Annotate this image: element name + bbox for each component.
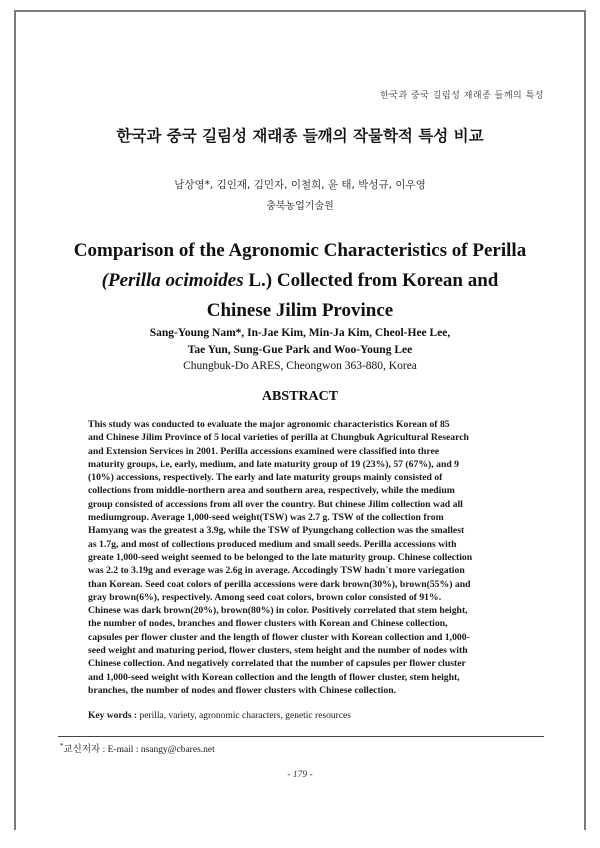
abstract-line: and 1,000-seed weight with Korean collection and the length of flower cluster, stem height, [88,671,460,683]
abstract-line: than Korean. Seed coat colors of perilla accessions were dark brown(30%), brown(55%) and [88,578,471,590]
abstract-line: Chinese collection. And negatively correlated that the number of capsules per flower cluster [88,658,466,670]
footnote [60,741,215,755]
abstract-line: collections from middle-northern area and southern area, respectively, while the medium [88,485,455,497]
english-authors-line-2: Tae Yun, Sung-Gue Park and Woo-Young Lee [187,344,413,356]
abstract-line: Chinese was dark brown(20%), brown(80%) in color. Positively correlated that stem height, [88,605,468,617]
abstract-line: seed weight and maturing period, flower clusters, stem height and the number of nodes with [88,645,468,657]
english-authors [0,325,600,359]
footnote-text: 교신저자 : E-mail : nsangy@cbares.net [63,745,215,755]
abstract-line: gray brown(6%), respectively. Among seed coat colors, brown color consisted of 91%. [88,591,442,603]
abstract-line: was 2.2 to 3.19g and everage was 2.6g in average. Accodingly TSW hadn`t more variegation [88,565,465,577]
korean-title: 한국과 중국 길림성 재래종 들깨의 작물학적 특성 비교 [116,127,484,145]
english-title [0,236,600,326]
running-head: 한국과 중국 길림성 재래종 들깨의 특성 [380,91,544,101]
korean-affiliation: 충북농업기술원 [266,201,334,212]
keywords-label: Key words : [88,711,138,721]
abstract-line: and Chinese Jilim Province of 5 local varieties of perilla at Chungbuk Agricultural Research [88,432,469,444]
page-number: - 179 - [287,770,313,780]
korean-authors: 남상영*, 김인재, 김민자, 이철희, 윤 태, 박성규, 이우영 [174,179,426,191]
english-title-line-1: Comparison of the Agronomic Characteristics of Perilla [73,240,527,261]
abstract-line: as 1.7g, and most of collections produced medium and small seeds. Perilla accessions with [88,538,457,550]
footnote-rule [58,736,544,737]
abstract-line: (10%) accessions, respectively. The early and late maturity groups mainly consisted of [88,472,443,484]
keywords-text: perilla, variety, agronomic characters, genetic resources [137,711,351,721]
abstract-line: the number of nodes, branches and flower clusters with Korean and Chinese collection, [88,618,448,630]
english-title-line-3: Chinese Jilim Province [206,300,394,321]
footnote-marker: * [60,741,64,750]
abstract-line: maturity groups, i.e, early, medium, and late maturity group of 19 (23%), 57 (67%), and 9 [88,458,459,470]
abstract-heading: ABSTRACT [261,389,339,404]
abstract-line: and Extension Services in 2001. Perilla accessions examined were classified into three [88,445,440,457]
abstract-line: greate 1,000-seed weight seemed to be belonged to the late maturity group. Chinese collection [88,551,473,563]
abstract-line: capsules per flower cluster and the length of flower cluster with Korean collection and 1,000- [88,631,470,643]
species-name: (Perilla ocimoides [101,270,244,291]
abstract-line: mediumgroup. Average 1,000-seed weight(TSW) was 2.7 g. TSW of the collection from [88,512,444,524]
keywords [88,711,518,721]
abstract-line: This study was conducted to evaluate the major agronomic characteristics Korean of 85 [88,419,450,430]
abstract-line: group consisted of accessions from all over the country. But chinese Jilim collection wad all [88,498,463,510]
abstract-body [88,418,512,697]
english-title-line-2-rest: L.) Collected from Korean and [243,270,499,291]
english-affiliation: Chungbuk-Do ARES, Cheongwon 363-880, Korea [183,360,417,372]
english-title-line-2 [0,266,600,296]
page-frame-top-rule [14,10,586,12]
abstract-line: Hamyang was the greatest a 3.9g, while the TSW of Pyungchang collection was the smallest [88,525,465,537]
english-authors-line-1: Sang-Young Nam*, In-Jae Kim, Min-Ja Kim, Cheol-Hee Lee, [149,327,451,339]
abstract-line: branches, the number of nodes and flower clusters with Chinese collection. [88,684,397,696]
